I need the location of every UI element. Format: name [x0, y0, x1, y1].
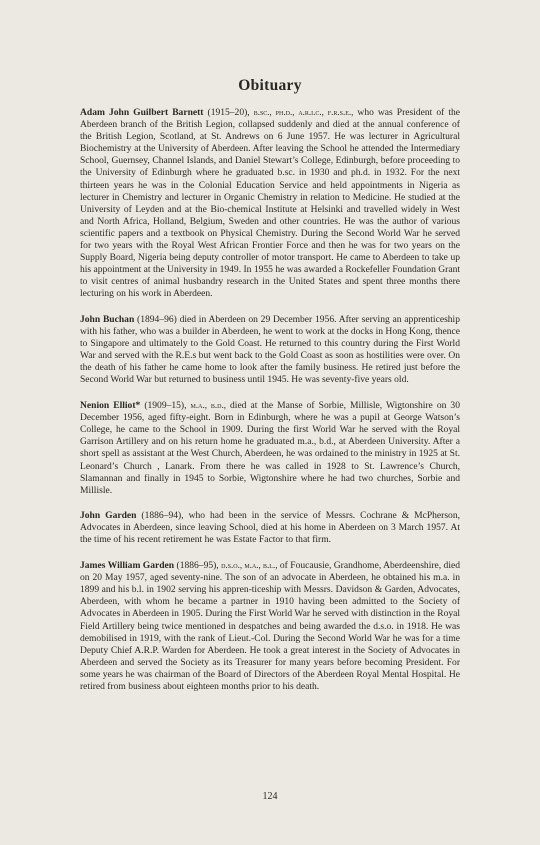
obituary-entry — [80, 314, 460, 387]
entry-degrees: d.s.o., m.a., b.l., — [221, 560, 278, 571]
entry-name: John Garden — [80, 509, 137, 521]
obituary-content — [80, 76, 460, 706]
entry-body: who was President of the Aberdeen branch of the British Legion, collapsed suddenly and died at the annual conference of the British Legion, Scotland, at St. Andrews on 6 June 1957. He was lecturer in Agricultural Biochemistry at the University of Aberdeen. After leaving the School he attended the Intermediary School, Guernsey, Channel Islands, and Daniel Stewart’s College, Edinburgh, before proceeding to the University of Edinburgh where he graduated b.sc. in 1930 and ph.d. in 1932. For the next thirteen years he was in the Colonial Education Service and held appointments in Nigeria as lecturer in Chemistry and lecturer in Organic Chemistry in relation to Medicine. He studied at the University of Leyden and at the Bio-chemical Institute at Helsinki and travelled widely in West and North Africa, Holland, Belgium, Sweden and other countries. He was the author of various scientific papers and a textbook on Physical Chemistry. During the Second World War he served for two years with the Royal West African Frontier Force and then he was for two years on the Supply Board, Nigeria being deputy controller of motor transport. He came to Aberdeen to take up his appointment at the University in 1949. In 1955 he was awarded a Rockefeller Foundation Grant to visit centres of animal husbandry research in the United States and spent three months there lecturing on his work in Aberdeen. — [80, 107, 460, 300]
obituary-entry — [80, 106, 460, 301]
entry-body: died in Aberdeen on 29 December 1956. After serving an apprenticeship with his father, who was a builder in Aberdeen, he went to work at the docks in Hong Kong, thence to Singapore and ultimately to the Gold Coast. He returned to this country during the First World War and served with the R.E.s but went back to the Gold Coast as soon as hostilities were over. On the death of his father he came home to look after the family business. He retired just before the Second World War but returned to business until 1945. He was seventy-five years old. — [80, 313, 460, 385]
entry-body: who had been in the service of Messrs. Cochrane & McPherson, Advocates in Aberdeen, since leaving School, died at his home in Aberdeen on 3 March 1957. At the time of his recent retirement he was Estate Factor to that firm. — [80, 509, 460, 545]
entry-dates: (1909–15), — [140, 400, 191, 412]
obituary-entry — [80, 559, 460, 693]
entry-dates: (1915–20), — [203, 107, 254, 118]
entry-body: of Foucausie, Grandhome, Aberdeenshire, died on 20 May 1957, aged seventy-nine. The son of an advocate in Aberdeen, he obtained his m.a. in 1899 and his b.l. in 1902 serving his appren-ticeship with Messrs. Davidson & Garden, Advocates, Aberdeen, with whom he became a partner in 1910 having been admitted to the Society of Advocates in Aberdeen in 1905. During the First World War he served with distinction in the Royal Field Artillery being twice mentioned in despatches and being awarded the d.s.o. in 1918. He was demobilised in 1919, with the rank of Lieut.-Col. During the Second World War he was for a time Deputy Chief A.R.P. Warden for Aberdeen. He took a great interest in the Society of Advocates in Aberdeen and served the Society as its Treasurer for many years before becoming President. For some years he was chairman of the Board of Directors of the Aberdeen Royal Mental Hospital. He retired from business about eighteen months prior to his death. — [80, 560, 460, 693]
entry-name: Nenion Elliot* — [80, 400, 141, 412]
page-number: 124 — [262, 791, 278, 802]
entry-name: John Buchan — [80, 313, 135, 325]
entry-dates: (1894–96) — [134, 313, 180, 325]
entry-degrees: m.a., b.d., — [190, 400, 226, 411]
entry-name: Adam John Guilbert Barnett — [80, 107, 204, 118]
entry-dates: (1886–95), — [174, 560, 222, 572]
entry-dates: (1886–94), — [136, 509, 189, 521]
obituary-entry — [80, 399, 460, 497]
entry-name: James William Garden — [80, 560, 175, 572]
entry-degrees: b.sc., ph.d., a.r.i.c., f.r.s.e., — [253, 107, 354, 117]
page-title: Obituary — [238, 77, 302, 94]
entry-body: died at the Manse of Sorbie, Millisle, Wigtonshire on 30 December 1956, aged fifty-eight. Born in Edinburgh, where he was a pupil at George Watson’s College, he came to the School in 1909. During the first World War he served with the Royal Garrison Artillery and on his return home he graduated m.a., b.d., at Aberdeen University. After a short spell as assistant at the West Church, Aberdeen, he was ordained to the ministry in 1925 at St. Leonard’s Church , Lanark. From there he was called in 1928 to St. Lawrence’s Church, Slamannan and finally in 1945 to Sorbie, Wigtonshire where he had two churches, Sorbie and Millisle. — [80, 400, 460, 496]
obituary-entry — [80, 510, 460, 546]
